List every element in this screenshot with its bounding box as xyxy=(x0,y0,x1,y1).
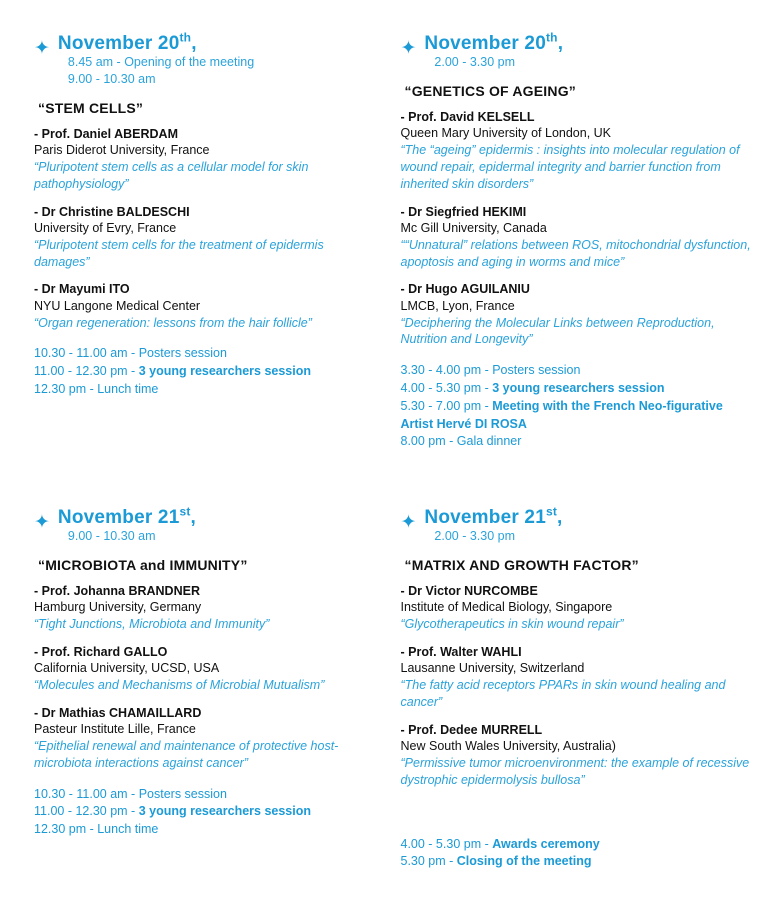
session-date-suffix: th xyxy=(545,30,558,45)
schedule-time: 10.30 - 11.00 am - xyxy=(34,346,139,361)
talk-title: “Pluripotent stem cells for the treatment of epidermis damages” xyxy=(34,237,324,269)
session-header-text xyxy=(57,30,369,88)
session-header xyxy=(34,30,369,88)
talk-speaker: - Prof. Dedee MURRELL xyxy=(400,722,543,737)
schedule-line xyxy=(401,433,754,451)
session-date xyxy=(424,30,753,54)
session-time-line: 2.00 - 3.30 pm xyxy=(434,54,516,69)
schedule-time: 4.00 - 5.30 pm - xyxy=(400,381,493,396)
talk-title: ““Unnatural” relations between ROS, mitochondrial dysfunction, apoptosis and aging in worms and mice” xyxy=(400,237,751,269)
talk-title: “Pluripotent stem cells as a cellular model for skin pathophysiology” xyxy=(34,159,309,191)
schedule-time: 10.30 - 11.00 am - xyxy=(34,786,139,801)
star-icon: ✦ xyxy=(34,38,50,59)
schedule-label: Posters session xyxy=(138,786,227,801)
talk-item xyxy=(401,722,754,789)
talk-item xyxy=(401,583,754,633)
program-row-top xyxy=(18,30,763,504)
session-date-comma: , xyxy=(557,507,563,528)
talk-speaker: - Dr Mathias CHAMAILLARD xyxy=(34,705,202,720)
session-date-text: November 21 xyxy=(57,507,180,528)
session-schedule xyxy=(401,362,754,451)
schedule-label: Awards ceremony xyxy=(492,836,600,851)
talk-item xyxy=(34,126,369,193)
talk-item xyxy=(401,109,754,193)
talk-speaker: - Prof. Walter WAHLI xyxy=(400,644,522,659)
talk-title: “Epithelial renewal and maintenance of protective host-microbiota interactions against cancer” xyxy=(34,738,339,770)
schedule-label: 3 young researchers session xyxy=(138,804,311,819)
schedule-label: Gala dinner xyxy=(456,434,522,449)
session-time-line: 9.00 - 10.30 am xyxy=(67,71,156,86)
schedule-line xyxy=(34,345,369,363)
talk-item xyxy=(401,204,754,271)
talk-affiliation: Hamburg University, Germany xyxy=(34,600,202,615)
schedule-label: Closing of the meeting xyxy=(456,854,592,869)
talk-speaker: - Dr Victor NURCOMBE xyxy=(400,583,538,598)
session-time-line: 2.00 - 3.30 pm xyxy=(434,528,516,543)
talk-title: “Tight Junctions, Microbiota and Immunity” xyxy=(34,616,270,631)
session-title: “STEM CELLS” xyxy=(38,99,144,116)
star-icon: ✦ xyxy=(34,512,50,533)
schedule-time: 12.30 pm - xyxy=(34,381,98,396)
session-date-comma: , xyxy=(557,33,564,54)
session-date xyxy=(57,30,369,54)
session-header-text xyxy=(424,504,753,545)
schedule-line xyxy=(401,853,754,871)
talk-title: “The fatty acid receptors PPARs in skin wound healing and cancer” xyxy=(400,677,726,709)
session-header-text xyxy=(57,504,369,545)
talk-affiliation: New South Wales University, Australia) xyxy=(400,738,616,753)
schedule-line xyxy=(401,362,754,380)
talk-affiliation: LMCB, Lyon, France xyxy=(400,298,515,313)
talk-affiliation: Mc Gill University, Canada xyxy=(400,220,547,235)
schedule-time: 5.30 - 7.00 pm - xyxy=(400,398,493,413)
talk-affiliation: Lausanne University, Switzerland xyxy=(400,661,585,676)
talk-title: “Molecules and Mechanisms of Microbial Mutualism” xyxy=(34,677,325,692)
talk-title: “Organ regeneration: lessons from the hair follicle” xyxy=(34,315,312,330)
schedule-time: 5.30 pm - xyxy=(400,854,457,869)
schedule-line xyxy=(34,803,369,821)
schedule-label: Meeting with the French Neo-figurative Artist Hervé DI ROSA xyxy=(400,398,723,431)
talk-title: “The “ageing” epidermis : insights into molecular regulation of wound repair, epidermal integrity and barrier function from inherited skin disorders” xyxy=(400,142,740,191)
schedule-time: 11.00 - 12.30 pm - xyxy=(34,364,139,379)
talk-affiliation: Queen Mary University of London, UK xyxy=(400,126,612,141)
session-date-suffix: th xyxy=(179,30,192,45)
talk-item xyxy=(401,644,754,711)
session-time-line: 8.45 am - Opening of the meeting xyxy=(67,54,255,69)
talk-affiliation: Institute of Medical Biology, Singapore xyxy=(400,600,613,615)
schedule-line xyxy=(401,836,754,854)
schedule-line xyxy=(34,786,369,804)
talk-item xyxy=(401,281,754,348)
schedule-line xyxy=(34,363,369,381)
talk-affiliation: Pasteur Institute Lille, France xyxy=(34,722,196,737)
schedule-label: Posters session xyxy=(492,363,581,378)
program-row-bottom xyxy=(18,504,763,871)
session-schedule xyxy=(34,345,369,398)
session-header xyxy=(400,30,754,71)
session-schedule xyxy=(401,836,754,872)
session-title: “MICROBIOTA and IMMUNITY” xyxy=(38,556,248,573)
session-nov21-morning xyxy=(18,504,391,871)
session-date xyxy=(424,504,753,528)
session-header xyxy=(34,504,369,545)
schedule-label: 3 young researchers session xyxy=(138,364,311,379)
talk-item xyxy=(34,204,369,271)
schedule-label: Posters session xyxy=(138,346,227,361)
session-date-suffix: st xyxy=(179,504,191,519)
session-date-text: November 20 xyxy=(57,33,180,54)
session-schedule xyxy=(34,786,369,839)
session-date-suffix: st xyxy=(545,504,558,519)
session-date-comma: , xyxy=(191,33,197,54)
talk-speaker: - Dr Mayumi ITO xyxy=(34,282,130,297)
session-nov20-afternoon xyxy=(391,30,764,504)
talk-speaker: - Dr Christine BALDESCHI xyxy=(34,204,190,219)
talk-title: “Permissive tumor microenvironment: the example of recessive dystrophic epidermolysis bullosa” xyxy=(400,755,750,787)
talk-speaker: - Prof. Johanna BRANDNER xyxy=(34,583,200,598)
session-time-line: 9.00 - 10.30 am xyxy=(67,528,156,543)
talk-item xyxy=(34,644,369,694)
schedule-spacer xyxy=(401,800,754,822)
talk-title: “Glycotherapeutics in skin wound repair” xyxy=(400,616,624,631)
session-date-text: November 20 xyxy=(424,33,546,54)
talk-speaker: - Prof. David KELSELL xyxy=(400,109,535,124)
session-title: “MATRIX AND GROWTH FACTOR” xyxy=(404,556,639,573)
schedule-time: 11.00 - 12.30 pm - xyxy=(34,804,139,819)
talk-speaker: - Dr Hugo AGUILANIU xyxy=(400,282,530,297)
talk-item xyxy=(34,583,369,633)
talk-speaker: - Prof. Daniel ABERDAM xyxy=(34,126,178,141)
schedule-line xyxy=(34,381,369,399)
star-icon: ✦ xyxy=(400,38,417,59)
talk-speaker: - Dr Siegfried HEKIMI xyxy=(400,204,527,219)
schedule-label: Lunch time xyxy=(97,822,159,837)
schedule-time: 8.00 pm - xyxy=(400,434,457,449)
schedule-label: 3 young researchers session xyxy=(492,381,665,396)
session-header xyxy=(400,504,754,545)
talk-item xyxy=(34,281,369,331)
talk-speaker: - Prof. Richard GALLO xyxy=(34,644,168,659)
schedule-line xyxy=(34,821,369,839)
session-title: “GENETICS OF AGEING” xyxy=(404,82,576,99)
talk-item xyxy=(34,705,369,772)
schedule-label: Lunch time xyxy=(97,381,159,396)
talk-affiliation: Paris Diderot University, France xyxy=(34,142,210,157)
schedule-line xyxy=(401,398,754,434)
session-nov20-morning xyxy=(18,30,391,504)
star-icon: ✦ xyxy=(400,512,417,533)
schedule-line xyxy=(401,380,754,398)
session-date-comma: , xyxy=(190,507,197,528)
talk-affiliation: California University, UCSD, USA xyxy=(34,661,220,676)
session-header-text xyxy=(424,30,753,71)
talk-affiliation: University of Evry, France xyxy=(34,220,177,235)
talk-affiliation: NYU Langone Medical Center xyxy=(34,298,201,313)
schedule-time: 12.30 pm - xyxy=(34,822,98,837)
schedule-time: 4.00 - 5.30 pm - xyxy=(400,836,493,851)
session-nov21-afternoon xyxy=(391,504,764,871)
talk-title: “Deciphering the Molecular Links between Reproduction, Nutrition and Longevity” xyxy=(400,315,715,347)
session-date-text: November 21 xyxy=(424,507,546,528)
schedule-time: 3.30 - 4.00 pm - xyxy=(400,363,493,378)
session-date xyxy=(57,504,369,528)
